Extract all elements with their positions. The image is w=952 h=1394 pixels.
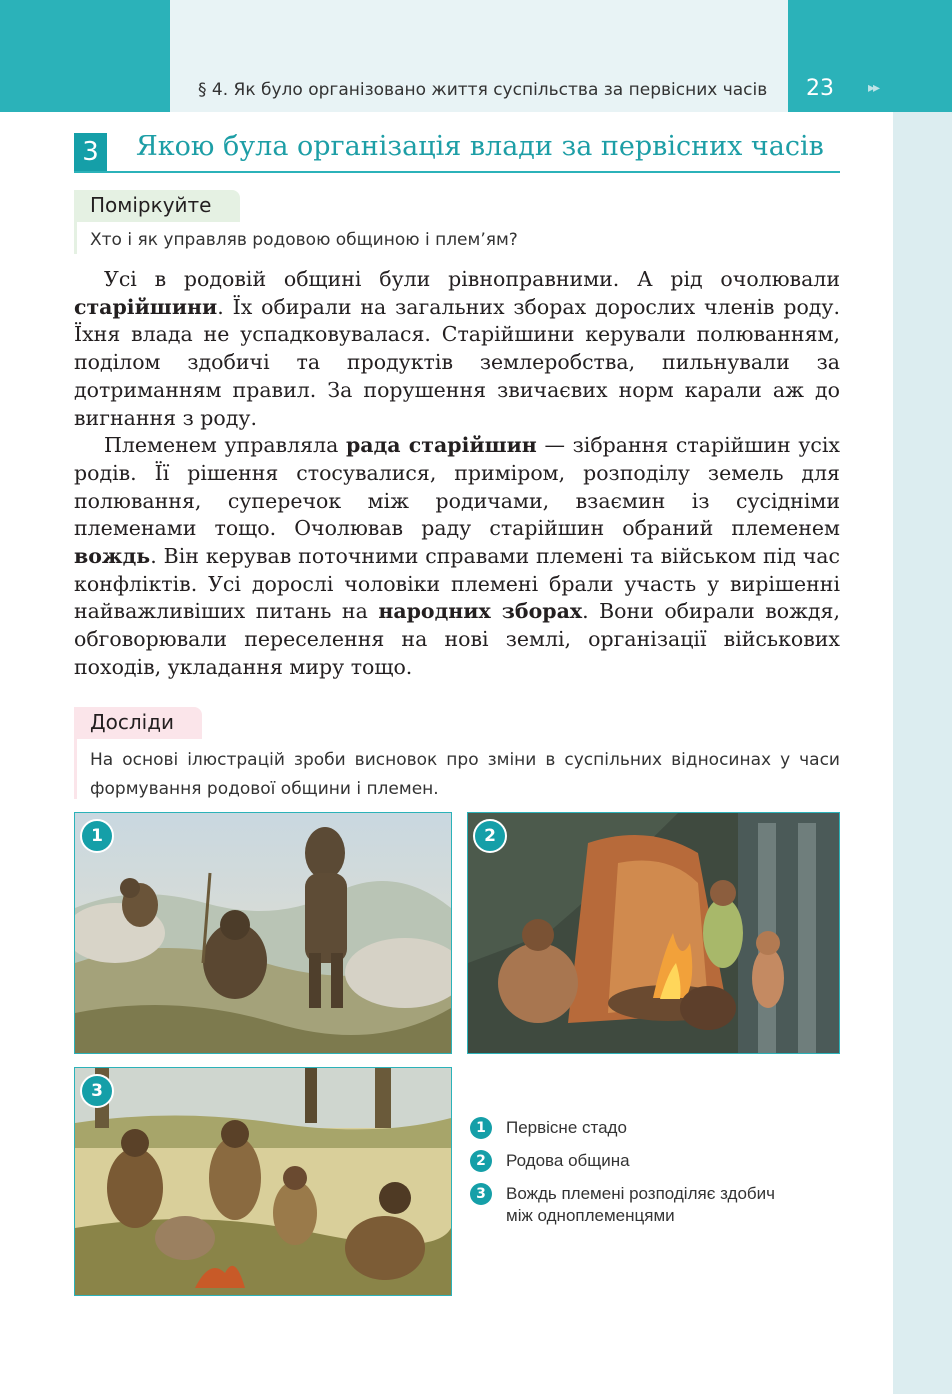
think-box-question: Хто і як управляв родовою общиною і плем’ям?: [90, 230, 518, 250]
legend-item: [470, 1117, 840, 1139]
research-box-label: Досліди: [90, 710, 175, 734]
section-number: 3: [74, 133, 107, 171]
illustration-badge: 2: [473, 819, 507, 853]
text-run: . Їх обирали на загальних зборах дорослих членів роду. Їхня влада не успадковувалася. Старійшини керували полюванням, поділом здобичі та продуктів землеробства, пильнували за дотриманням правил. За порушення звичаєвих норм карали аж до вигнання з роду.: [74, 294, 840, 430]
think-box-label: Поміркуйте: [90, 193, 212, 217]
text-run: — зібрання старійшин усіх родів. Її рішення стосувалися, приміром, розподілу земель для полювання, суперечок між родичами, взаємин із сусідніми племенами тощо. Очолював раду старійшин обраний племенем: [74, 433, 840, 541]
running-title: § 4. Як було організовано життя суспільства за первісних часів: [198, 80, 768, 100]
research-box-text: На основі ілюстрацій зроби висновок про зміни в суспільних відносинах у часи формування родової общини і племен.: [90, 750, 840, 799]
chief-distributes-image: [75, 1068, 451, 1295]
illustration-badge: 3: [80, 1074, 114, 1108]
primitive-herd-image: [75, 813, 451, 1053]
term-assembly: народних зборах: [378, 599, 583, 624]
paragraph-council: [74, 432, 840, 681]
text-run: . Він керував поточними справами племені та військом під час конфліктів. Усі дорослі чоловіки племені брали участь у вирішенні найважливіших питань на: [74, 544, 840, 624]
illustration-chief-distributes: [74, 1067, 452, 1296]
text-run: Усі в родовій общині були рівноправними. А рід очолювали: [104, 267, 840, 291]
text-run: Племенем управляла: [104, 433, 346, 458]
header-accent-left: [0, 0, 170, 112]
illustration-legend: [470, 1117, 840, 1238]
legend-number: 3: [470, 1183, 492, 1205]
illustration-primitive-herd: [74, 812, 452, 1054]
term-elders: старійшини: [74, 294, 218, 319]
paragraph-elders: [74, 266, 840, 432]
clan-community-image: [468, 813, 839, 1053]
next-arrows-icon: ▸▸: [868, 80, 879, 96]
page-number: 23: [806, 76, 834, 101]
body-text: [74, 266, 840, 682]
legend-number: 2: [470, 1150, 492, 1172]
section-title: Якою була організація влади за первісних часів: [136, 131, 824, 162]
think-box-bar: [74, 222, 77, 254]
legend-number: 1: [470, 1117, 492, 1139]
legend-text: Вождь племені розподіляє здобич між одноплеменцями: [506, 1184, 775, 1225]
page-side-strip: [893, 112, 952, 1394]
legend-text: Родова община: [506, 1151, 630, 1170]
legend-item: [470, 1183, 840, 1227]
term-council: рада старійшин: [345, 433, 537, 458]
illustration-clan-community: [467, 812, 840, 1054]
research-box-bar: [74, 739, 77, 799]
text-run: . Вони обирали вождя, обговорювали переселення на нові землі, організації військових походів, укладання миру тощо.: [74, 599, 841, 679]
legend-item: [470, 1150, 840, 1172]
term-chief: вождь: [74, 544, 151, 569]
legend-text: Первісне стадо: [506, 1118, 627, 1137]
section-divider: [74, 171, 840, 173]
illustration-badge: 1: [80, 819, 114, 853]
